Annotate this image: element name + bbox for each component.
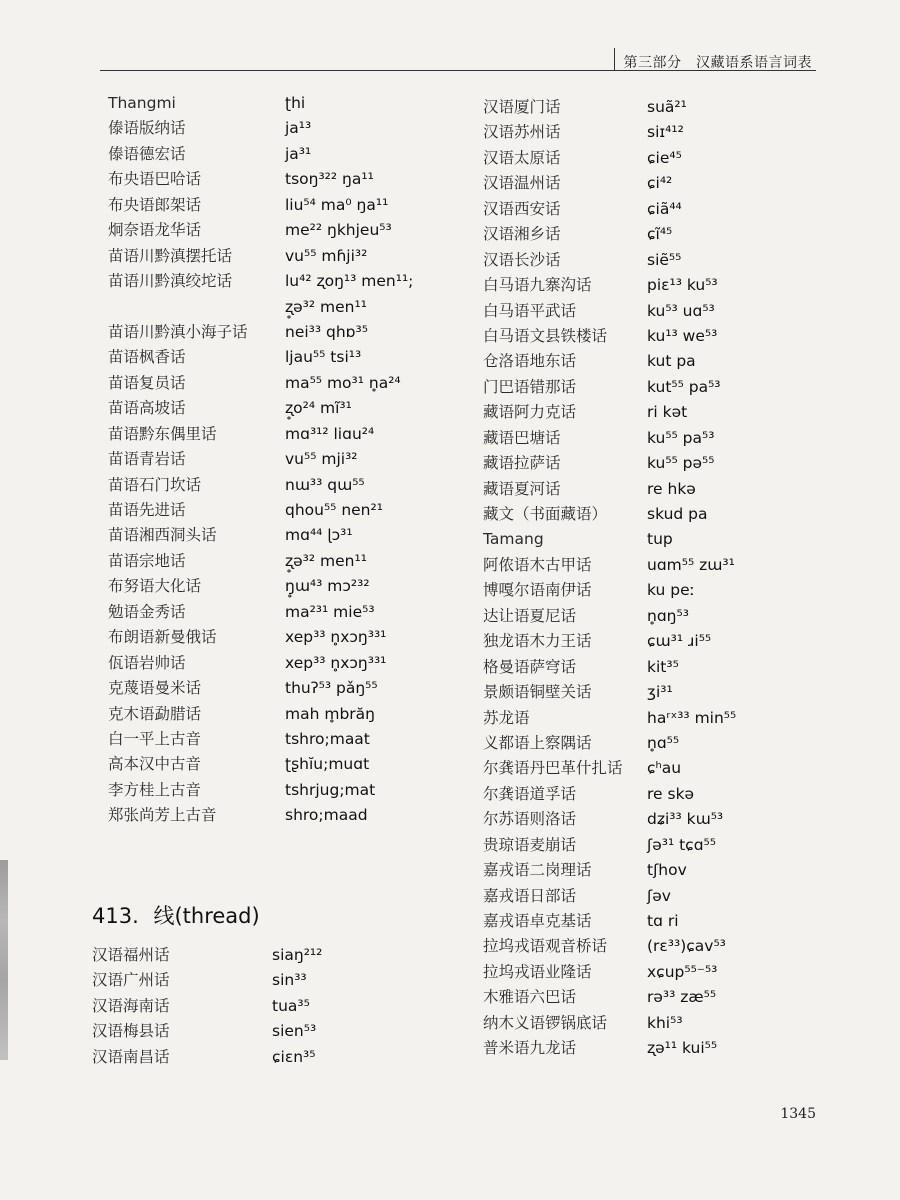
phonetic-form: skud pa (647, 505, 708, 523)
language-name: 汉语温州话 (483, 174, 561, 193)
language-name: 汉语湘乡话 (483, 225, 561, 244)
entry-row (108, 728, 438, 753)
language-name: 独龙语木力王话 (483, 632, 592, 651)
language-name: 义都语上察隅话 (483, 733, 592, 752)
entry-row (108, 296, 438, 321)
language-name: 拉坞戎语业隆话 (483, 962, 592, 981)
entry-row (108, 423, 438, 448)
language-name: 汉语海南话 (92, 996, 170, 1015)
language-name: 傣语德宏话 (108, 144, 186, 163)
language-name: 布努语大化话 (108, 577, 202, 596)
phonetic-form: ja³¹ (285, 144, 312, 163)
phonetic-form: xep³³ n̥xɔŋ³³¹ (285, 653, 387, 672)
phonetic-form: ma²³¹ mie⁵³ (285, 602, 375, 621)
phonetic-form: khi⁵³ (647, 1013, 683, 1032)
language-name: Tamang (483, 530, 544, 549)
language-name: 苏龙语 (483, 708, 530, 727)
entry-row (483, 325, 823, 350)
entry-row (483, 732, 823, 757)
entry-row (483, 147, 823, 172)
entry-row (483, 579, 823, 604)
phonetic-form: kut pa (647, 352, 696, 371)
phonetic-form: mɑ³¹² liɑu²⁴ (285, 424, 375, 443)
entry-row (483, 783, 823, 808)
phonetic-form: ʈʂhĭu;muɑt (285, 755, 370, 774)
phonetic-form: (rɛ³³)ɕav⁵³ (647, 937, 726, 956)
language-name: 克木语勐腊话 (108, 704, 202, 723)
phonetic-form: ku⁵⁵ pa⁵³ (647, 428, 715, 447)
entry-row (483, 172, 823, 197)
phonetic-form: n̥ɑŋ⁵³ (647, 606, 689, 625)
language-name: 苗语枫香话 (108, 348, 186, 367)
entry-row (483, 554, 823, 579)
entry-row (483, 427, 823, 452)
language-name: 汉语南昌话 (92, 1047, 170, 1066)
phonetic-form: uɑm⁵⁵ zɯ³¹ (647, 555, 735, 574)
phonetic-form: nɯ³³ qɯ⁵⁵ (285, 475, 365, 494)
language-name: 尔龚语丹巴革什扎话 (483, 759, 623, 778)
entry-row (108, 804, 438, 829)
phonetic-form: ɕiɛn³⁵ (272, 1047, 316, 1066)
language-name: 苗语宗地话 (108, 551, 186, 570)
language-name: 阿侬语木古甲话 (483, 555, 592, 574)
language-name: 李方桂上古音 (108, 780, 202, 799)
phonetic-form: vu⁵⁵ mji³² (285, 450, 358, 469)
entry-row (483, 96, 823, 121)
entry-row (108, 626, 438, 651)
language-name: 藏文（书面藏语） (483, 505, 608, 523)
phonetic-form: ja¹³ (285, 119, 312, 138)
phonetic-form: ʐə¹¹ kui⁵⁵ (647, 1039, 718, 1058)
entry-row (483, 503, 823, 528)
right-column-entries (483, 96, 823, 1063)
language-name: 苗语复员话 (108, 373, 186, 392)
phonetic-form: ŋ̥ɯ⁴³ mɔ²³² (285, 577, 370, 596)
entry-row (108, 168, 438, 193)
language-name: 白马语平武话 (483, 301, 577, 320)
phonetic-form: re hkə (647, 479, 696, 498)
language-name: 白一平上古音 (108, 729, 202, 748)
phonetic-form: vu⁵⁵ mɦji³² (285, 246, 368, 265)
entry-row (92, 969, 432, 994)
phonetic-form: ku⁵⁵ pə⁵⁵ (647, 454, 715, 473)
phonetic-form: ɕĩ⁴⁵ (647, 225, 673, 244)
phonetic-form: siɪ⁴¹² (647, 123, 684, 142)
entry-row (483, 121, 823, 146)
entry-row (483, 1037, 823, 1062)
language-name: 苗语川黔滇摆托话 (108, 246, 233, 265)
phonetic-form: suã²¹ (647, 98, 687, 116)
language-name: 苗语石门坎话 (108, 475, 202, 494)
section-entries (92, 944, 432, 1071)
phonetic-form: tsoŋ³²² ŋa¹¹ (285, 170, 374, 189)
language-name: 傣语版纳话 (108, 119, 186, 138)
entry-row (483, 1012, 823, 1037)
entry-row (92, 1020, 432, 1045)
entry-row (483, 223, 823, 248)
phonetic-form: ku⁵³ uɑ⁵³ (647, 301, 715, 320)
language-name: 苗语川黔滇小海子话 (108, 322, 248, 341)
phonetic-form: liu⁵⁴ ma⁰ ŋa¹¹ (285, 195, 389, 214)
entry-row (108, 779, 438, 804)
entry-row (108, 245, 438, 270)
phonetic-form: dʑi³³ kɯ⁵³ (647, 810, 724, 829)
entry-row (108, 219, 438, 244)
section-heading (92, 900, 260, 930)
language-name: 嘉戎语卓克基话 (483, 912, 592, 930)
language-name: 木雅语六巴话 (483, 988, 577, 1007)
entry-row (108, 117, 438, 142)
language-name: 苗语先进话 (108, 501, 186, 519)
entry-row (483, 249, 823, 274)
language-name: 布央语巴哈话 (108, 170, 202, 189)
language-name: 炯奈语龙华话 (108, 221, 202, 240)
phonetic-form: ɕiã⁴⁴ (647, 199, 682, 218)
language-name: 汉语厦门话 (483, 98, 561, 116)
language-name: 仓洛语地东话 (483, 352, 577, 371)
entry-row (92, 1046, 432, 1071)
entry-row (108, 321, 438, 346)
phonetic-form: tshrjug;mat (285, 780, 376, 799)
entry-row (483, 656, 823, 681)
entry-row (483, 452, 823, 477)
entry-row (108, 372, 438, 397)
entry-row (483, 401, 823, 426)
entry-row (483, 961, 823, 986)
entry-row (483, 528, 823, 553)
language-name: 白马语文县铁楼话 (483, 326, 608, 345)
entry-row (483, 885, 823, 910)
language-name: 布朗语新曼俄话 (108, 628, 217, 647)
phonetic-form: lu⁴² ʐoŋ¹³ men¹¹; (285, 272, 414, 291)
header-rule (100, 70, 816, 71)
phonetic-form: re skə (647, 784, 695, 803)
phonetic-form: tup (647, 530, 673, 549)
language-name: 汉语广州话 (92, 971, 170, 990)
phonetic-form: sin³³ (272, 971, 307, 990)
phonetic-form: ɕie⁴⁵ (647, 148, 682, 167)
language-name: 苗语湘西洞头话 (108, 526, 217, 545)
entry-row (483, 859, 823, 884)
language-name: 高本汉中古音 (108, 755, 202, 774)
language-name: 博嘎尔语南伊话 (483, 581, 592, 600)
language-name: 尔龚语道孚话 (483, 784, 577, 803)
entry-row (483, 910, 823, 935)
header-title: 第三部分 汉藏语系语言词表 (623, 55, 812, 71)
phonetic-form: ʃəv (647, 886, 671, 905)
entry-row (92, 944, 432, 969)
language-name: 勉语金秀话 (108, 602, 186, 621)
phonetic-form: piɛ¹³ ku⁵³ (647, 276, 718, 295)
language-name: 尔苏语则洛话 (483, 810, 577, 829)
entry-row (108, 652, 438, 677)
language-name: 汉语梅县话 (92, 1022, 170, 1041)
entry-row (108, 474, 438, 499)
phonetic-form: tshro;maat (285, 729, 370, 748)
phonetic-form: rə³³ zæ⁵⁵ (647, 988, 717, 1007)
entry-row (108, 677, 438, 702)
language-name: 汉语太原话 (483, 148, 561, 167)
language-name: 佤语岩帅话 (108, 653, 186, 672)
entry-row (108, 270, 438, 295)
language-name: 克蔑语曼米话 (108, 679, 202, 698)
left-column-entries (108, 92, 438, 830)
entry-row (108, 703, 438, 728)
entry-row (108, 143, 438, 168)
language-name: 苗语高坡话 (108, 399, 186, 418)
entry-row (108, 524, 438, 549)
entry-row (483, 707, 823, 732)
language-name: 汉语西安话 (483, 199, 561, 218)
entry-row (483, 300, 823, 325)
binding-shadow (0, 860, 8, 1060)
entry-row (483, 808, 823, 833)
section-number: 413. (92, 904, 139, 928)
entry-row (483, 757, 823, 782)
entry-row (483, 630, 823, 655)
phonetic-form: ɕi⁴² (647, 174, 673, 193)
language-name: 白马语九寨沟话 (483, 276, 592, 295)
phonetic-form: ʐ̥ə³² men¹¹ (285, 297, 367, 316)
page-number: 1345 (780, 1106, 816, 1122)
phonetic-form: siẽ⁵⁵ (647, 250, 682, 269)
language-name: 苗语黔东偶里话 (108, 424, 217, 443)
entry-row (108, 92, 438, 117)
phonetic-form: ma⁵⁵ mo³¹ n̥a²⁴ (285, 373, 401, 392)
phonetic-form: nei³³ qhɒ³⁵ (285, 322, 368, 341)
language-name: 门巴语错那话 (483, 377, 577, 396)
phonetic-form: ʒi³¹ (647, 683, 673, 702)
phonetic-form: ʃə³¹ tɕɑ⁵⁵ (647, 835, 716, 854)
entry-row (483, 274, 823, 299)
entry-row (483, 350, 823, 375)
entry-row (108, 499, 438, 524)
phonetic-form: ku peː (647, 581, 695, 600)
entry-row (483, 376, 823, 401)
phonetic-form: n̥ɑ⁵⁵ (647, 733, 680, 752)
phonetic-form: me²² ŋkhjeu⁵³ (285, 221, 392, 240)
phonetic-form: siaŋ²¹² (272, 946, 323, 964)
language-name: 藏语阿力克话 (483, 403, 577, 422)
phonetic-form: mah m̥brăŋ (285, 704, 375, 723)
phonetic-form: tɑ ri (647, 912, 679, 930)
language-name: 格曼语萨穹话 (483, 657, 577, 676)
language-name: 藏语拉萨话 (483, 454, 561, 473)
entry-row (92, 995, 432, 1020)
language-name: 景颇语铜壁关话 (483, 683, 592, 702)
entry-row (483, 681, 823, 706)
language-name: 苗语青岩话 (108, 450, 186, 469)
entry-row (108, 448, 438, 473)
phonetic-form: ʈhi (285, 94, 306, 112)
phonetic-form: xep³³ n̥xɔŋ³³¹ (285, 628, 387, 647)
language-name: 拉坞戎语观音桥话 (483, 937, 608, 956)
language-name: Thangmi (108, 94, 176, 112)
header-separator (614, 48, 615, 70)
language-name: 汉语福州话 (92, 946, 170, 964)
section-title: 线(thread) (153, 904, 260, 928)
phonetic-form: ku¹³ we⁵³ (647, 326, 718, 345)
phonetic-form: xɕup⁵⁵⁻⁵³ (647, 962, 718, 981)
language-name: 藏语巴塘话 (483, 428, 561, 447)
language-name: 普米语九龙话 (483, 1039, 577, 1058)
entry-row (483, 986, 823, 1011)
phonetic-form: ljau⁵⁵ tsi¹³ (285, 348, 362, 367)
language-name: 贵琼语麦崩话 (483, 835, 577, 854)
language-name: 布央语郎架话 (108, 195, 202, 214)
language-name: 达让语夏尼话 (483, 606, 577, 625)
language-name: 汉语长沙话 (483, 250, 561, 269)
entry-row (108, 575, 438, 600)
entry-row (108, 397, 438, 422)
phonetic-form: tʃhov (647, 861, 687, 880)
page-header (0, 0, 900, 80)
entry-row (483, 478, 823, 503)
entry-row (108, 346, 438, 371)
entry-row (483, 935, 823, 960)
phonetic-form: sien⁵³ (272, 1022, 317, 1041)
phonetic-form: ʐ̥o²⁴ mĩ³¹ (285, 399, 352, 418)
phonetic-form: tua³⁵ (272, 996, 310, 1015)
phonetic-form: mɑ⁴⁴ ɭɔ³¹ (285, 526, 353, 545)
phonetic-form: ɕɯ³¹ ɹi⁵⁵ (647, 632, 712, 651)
language-name: 汉语苏州话 (483, 123, 561, 142)
language-name: 郑张尚芳上古音 (108, 806, 217, 825)
language-name: 藏语夏河话 (483, 479, 561, 498)
language-name: 嘉戎语日部话 (483, 886, 577, 905)
phonetic-form: ri kət (647, 403, 688, 422)
phonetic-form: ɕʰau (647, 759, 682, 778)
phonetic-form: qhou⁵⁵ nen²¹ (285, 501, 383, 519)
entry-row (483, 605, 823, 630)
phonetic-form: kut⁵⁵ pa⁵³ (647, 377, 721, 396)
phonetic-form: thuʔ⁵³ pǎŋ⁵⁵ (285, 679, 378, 698)
language-name: 苗语川黔滇绞坨话 (108, 272, 233, 291)
language-name: 纳木义语锣锅底话 (483, 1013, 608, 1032)
entry-row (108, 601, 438, 626)
entry-row (483, 834, 823, 859)
phonetic-form: kit³⁵ (647, 657, 679, 676)
entry-row (108, 753, 438, 778)
phonetic-form: shro;maad (285, 806, 368, 825)
phonetic-form: ʐ̥ə³² men¹¹ (285, 551, 367, 570)
entry-row (483, 198, 823, 223)
entry-row (108, 550, 438, 575)
phonetic-form: haʳˣ³³ min⁵⁵ (647, 708, 737, 727)
language-name: 嘉戎语二岗理话 (483, 861, 592, 880)
entry-row (108, 194, 438, 219)
